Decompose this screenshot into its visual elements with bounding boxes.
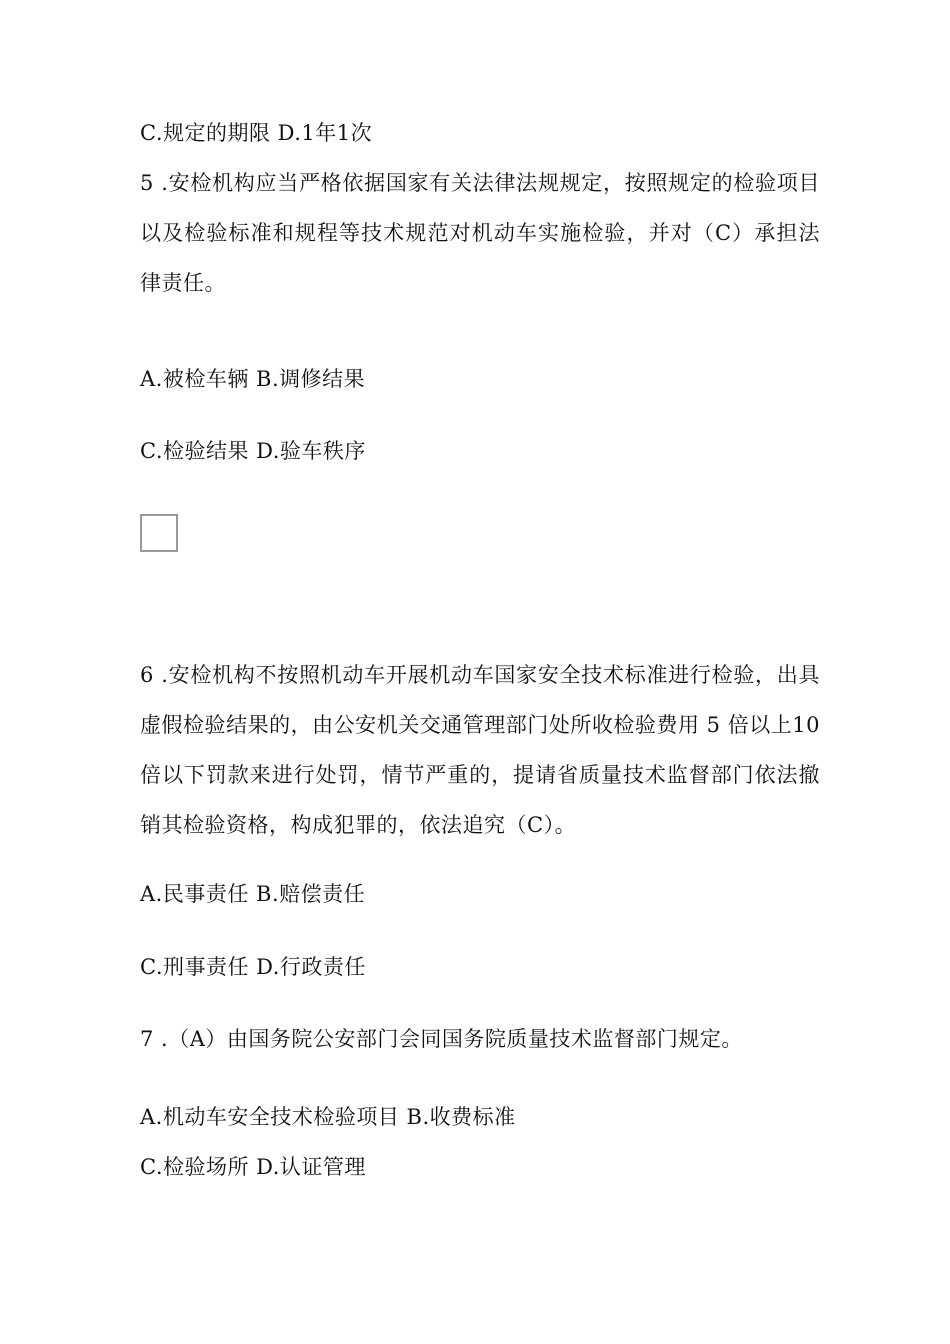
- question-6-options-ab: A.民事责任 B.赔偿责任: [140, 882, 366, 906]
- question-4-options-cd: C.规定的期限 D.1年1次: [140, 121, 373, 145]
- question-5-options-ab: A.被检车辆 B.调修结果: [140, 367, 366, 391]
- question-7-stem: 7 .（A）由国务院公安部门会同国务院质量技术监督部门规定。: [140, 1027, 743, 1051]
- question-7-options-cd: C.检验场所 D.认证管理: [140, 1155, 366, 1179]
- question-5-options-cd: C.检验结果 D.验车秩序: [140, 439, 366, 463]
- question-6-stem: 6 .安检机构不按照机动车开展机动车国家安全技术标准进行检验，出具虚假检验结果的，由公安机关交通管理部门处所收检验费用 5 倍以上10倍以下罚款来进行处罚，情节严重的，提请省质量技术监督部门依法撤销其检验资格，构成犯罪的，依法追究（C）。: [140, 663, 820, 837]
- question-5-stem: 5 .安检机构应当严格依据国家有关法律法规规定，按照规定的检验项目以及检验标准和规程等技术规范对机动车实施检验，并对（C）承担法律责任。: [140, 171, 820, 295]
- question-6-options-cd: C.刑事责任 D.行政责任: [140, 955, 366, 979]
- question-7-options-ab: A.机动车安全技术检验项目 B.收费标准: [140, 1105, 516, 1129]
- checkbox[interactable]: [140, 514, 178, 552]
